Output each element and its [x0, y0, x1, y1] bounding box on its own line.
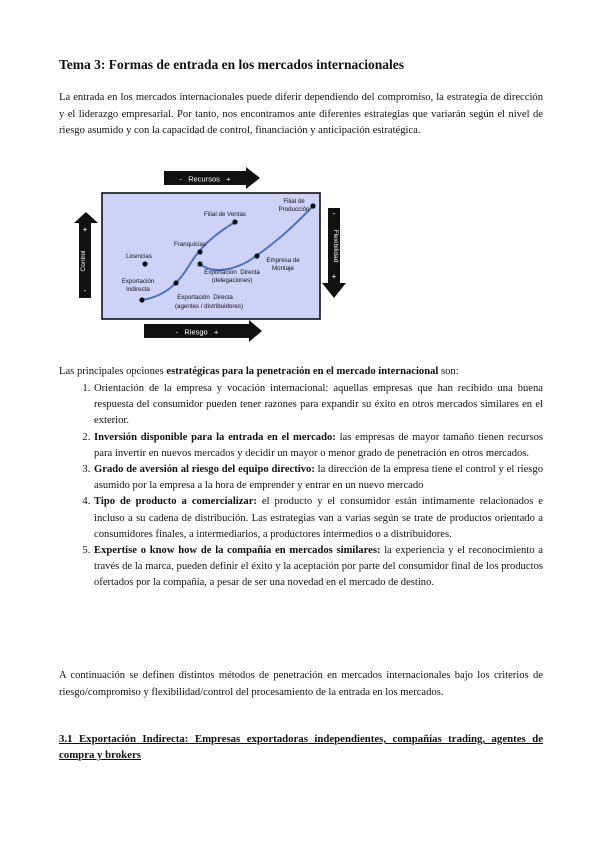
list-item	[93, 462, 543, 494]
intro-paragraph: La entrada en los mercados internacionales puede diferir dependiendo del compromiso, la estrategia de dirección y el liderazgo empresarial. Por tanto, nos encontramos ante diferentes estrategias que variarán según el nivel de riesgo asumido y con la capacidad de control, financiación y anticipación estratégica.	[59, 92, 543, 137]
options-intro-bold: estratégicas para la penetración en el mercado internacional	[166, 366, 439, 377]
label-franquicias: Franquicias	[174, 241, 206, 248]
point-export-agentes	[173, 280, 178, 285]
option-text: la dirección de la empresa tiene el control y el riesgo asumido por la empresa a la hora de emprender y entrar en un nuevo mercado	[94, 464, 543, 492]
flexibility-minus: -	[332, 209, 336, 218]
label-empresa-montaje-1: Empresa de	[266, 257, 300, 264]
risk-arrow-label: - Riesgo +	[175, 327, 219, 337]
point-export-indirecta	[139, 297, 144, 302]
control-arrow	[74, 212, 98, 298]
option-text: las empresas de mayor tamaño tienen recursos para invertir en nuevos mercados y decidir un mayor o menor grado de penetración en otros mercados.	[94, 431, 543, 459]
label-filial-produccion-2: Producción	[278, 206, 310, 213]
control-plus: +	[82, 225, 88, 234]
label-export-indirecta-1: Exportación	[121, 278, 155, 285]
options-intro-before: Las principales opciones	[59, 366, 167, 377]
options-list	[59, 381, 543, 592]
option-text: la experiencia y el reconocimiento a través de la marca, pueden definir el éxito y la aceptación por parte del consumidor final de los productos ofertados por la compañía, a pesar de ser una novedad en el mercado de destino.	[94, 545, 544, 589]
risk-arrow	[144, 320, 262, 342]
option-bold: Inversión disponible para la entrada en el mercado:	[94, 431, 336, 443]
label-export-delegaciones-1: Exportación Directa	[204, 269, 260, 276]
page-title: Tema 3: Formas de entrada en los mercados internacionales	[59, 57, 404, 72]
flexibility-arrow	[322, 208, 346, 298]
resources-arrow	[164, 167, 260, 189]
methods-intro-paragraph: A continuación se definen distintos métodos de penetración en mercados internacionales bajo los criterios de riesgo/compromiso y flexibilidad/control del procesamiento de la entrada en los mercados.	[59, 670, 543, 698]
option-text: el producto y el consumidor están íntimamente relacionados e incluso a su cadena de distribución. Las estrategias van a varias según se trate de productos orientado a consumidores finales, a intermediarios, a productores intermedios o a distribuidores.	[94, 496, 544, 540]
label-export-indirecta-2: Indirecta	[126, 286, 150, 293]
option-bold: Grado de aversión al riesgo del equipo directivo:	[94, 464, 315, 476]
options-intro-after: son:	[438, 366, 459, 377]
point-export-delegaciones	[197, 261, 202, 266]
option-bold: Expertise o know how de la compañía en mercados similares:	[94, 545, 381, 557]
option-text: Orientación de la empresa y vocación internacional: aquellas empresas que han recibido una buena respuesta del consumidor pueden tener razones para expandir su éxito en otros mercados similares en el exterior.	[94, 383, 543, 427]
point-filial-produccion	[310, 203, 315, 208]
point-empresa-montaje	[254, 253, 259, 258]
list-item	[93, 381, 543, 430]
label-filial-produccion-1: Filial de	[283, 198, 305, 205]
point-franquicias	[197, 249, 202, 254]
label-licencias: Licencias	[126, 253, 152, 260]
label-empresa-montaje-2: Montaje	[271, 265, 295, 272]
list-item	[93, 543, 543, 592]
flexibility-plus: +	[331, 272, 337, 281]
label-export-agentes-1: Exportación Directa	[177, 294, 233, 301]
control-label: Control	[80, 250, 87, 272]
resources-arrow-label: - Recursos +	[179, 174, 231, 184]
control-minus: -	[83, 286, 87, 295]
point-licencias	[142, 261, 147, 266]
section-heading: 3.1 Exportación Indirecta: Empresas exportadoras independientes, compañías trading, agentes de compra y brokers	[59, 733, 543, 761]
option-bold: Tipo de producto a comercializar:	[94, 496, 257, 508]
flexibility-label: Flexibilidad	[332, 229, 339, 263]
label-filial-ventas: Filial de Ventas	[204, 211, 246, 218]
options-intro	[59, 364, 459, 380]
list-item	[93, 430, 543, 462]
label-export-delegaciones-2: (delegaciones)	[211, 277, 253, 284]
entry-strategy-diagram	[72, 166, 362, 344]
label-export-agentes-2: (agentes / distribuidores)	[174, 303, 244, 310]
list-item	[93, 494, 543, 543]
point-filial-ventas	[232, 219, 237, 224]
